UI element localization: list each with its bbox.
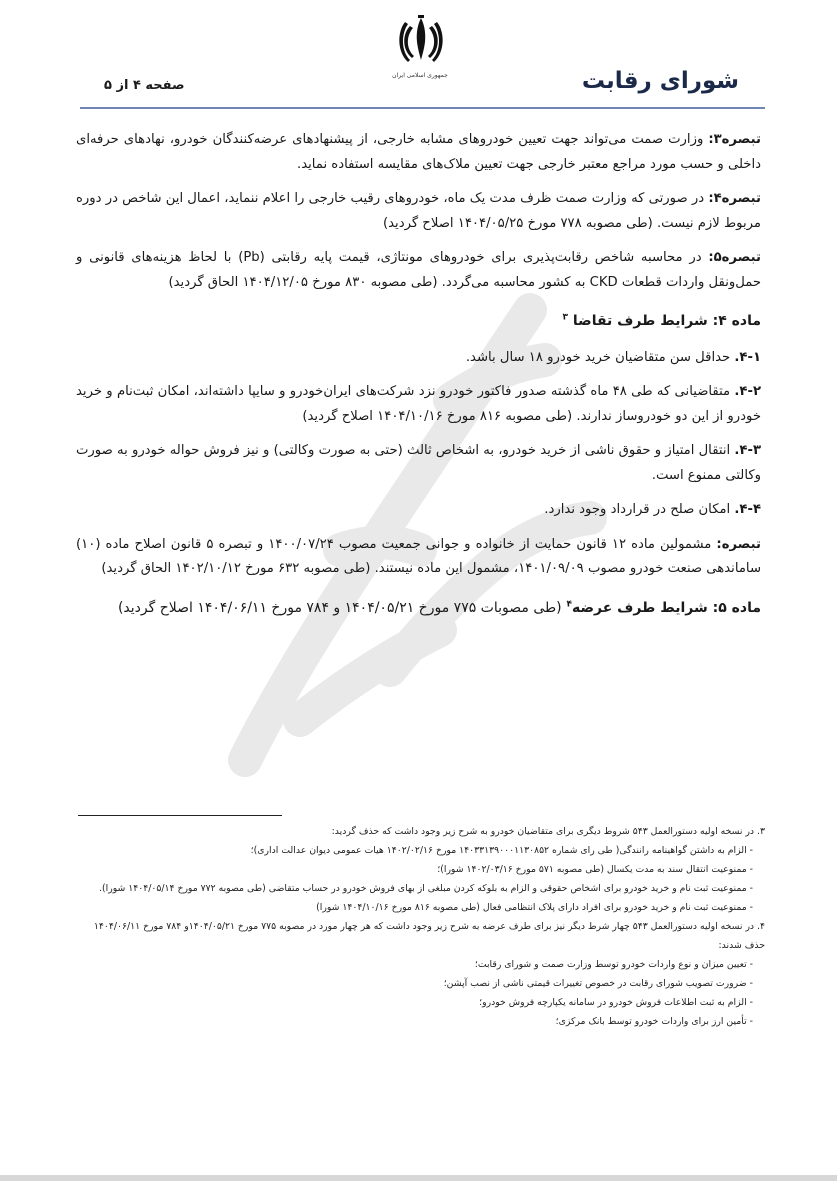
footnote-3-item: - ممنوعیت ثبت نام و خرید خودرو برای اشخاص حقوقی و الزام به بلوکه کردن مبلغی از بهای فروش خودرو در حساب متقاضی (طی مصوبه ۷۷۲ مورخ ۱۴۰۴/۰۵/۱۴ شورا). xyxy=(99,883,753,894)
article-5-heading xyxy=(76,596,761,621)
clause-4-2-text: متقاضیانی که طی ۴۸ ماه گذشته صدور فاکتور خودرو نزد شرکت‌های ایران‌خودرو و سایپا داشته‌اند، امکان ثبت‌نام و خرید خودرو از این دو خودروساز ندارند. (طی مصوبه ۸۱۶ مورخ ۱۴۰۴/۱۰/۱۶ اصلاح گردید) xyxy=(76,384,761,424)
article-5-title: ماده ۵: شرایط طرف عرضه xyxy=(572,599,761,616)
note-5-label: تبصره۵: xyxy=(708,250,761,265)
clause-4-1 xyxy=(76,346,761,371)
footnote-4-item: - تعیین میزان و نوع واردات خودرو توسط وزارت صمت و شورای رقابت؛ xyxy=(474,959,753,970)
footnote-4-item: - ضرورت تصویب شورای رقابت در خصوص تغییرات قیمتی ناشی از نصب آپشن؛ xyxy=(443,978,753,989)
note-4 xyxy=(76,187,761,236)
note-3-text: وزارت صمت می‌تواند جهت تعیین خودروهای مشابه خارجی، از پیشنهادهای عرضه‌کنندگان خودرو، نهادهای حرفه‌ای داخلی و حسب مورد مراجع معتبر خارجی جهت تعیین ملاک‌های مقایسه استفاده نماید. xyxy=(76,132,761,172)
header-title: شورای رقابت xyxy=(581,68,739,94)
footnote-3-item: - ممنوعیت ثبت نام و خرید خودرو برای افراد دارای پلاک انتظامی فعال (طی مصوبه ۸۱۶ مورخ ۱۴۰۴/۱۰/۱۶ شورا) xyxy=(316,902,753,913)
emblem-caption: جمهوری اسلامی ایران xyxy=(392,72,448,79)
article-4-note xyxy=(76,533,761,582)
footnote-divider xyxy=(78,815,282,816)
clause-4-3-text: انتقال امتیاز و حقوق ناشی از خرید خودرو، به اشخاص ثالث (حتی به صورت وکالتی) و نیز فروش حواله خودرو به صورت وکالتی ممنوع است. xyxy=(76,443,761,483)
clause-4-2 xyxy=(76,380,761,429)
article-4-heading xyxy=(76,309,761,334)
clause-4-3-label: ۴-۳. xyxy=(734,443,761,458)
clause-4-4-label: ۴-۴. xyxy=(734,502,761,517)
clause-4-4 xyxy=(76,498,761,523)
footnote-ref-4[interactable]: ۴ xyxy=(566,598,572,609)
note-5 xyxy=(76,246,761,295)
clause-4-3 xyxy=(76,439,761,488)
header-divider xyxy=(80,107,765,109)
document-body xyxy=(76,128,761,632)
footnote-3-item: - الزام به داشتن گواهینامه رانندگی( طی رای شماره ۱۴۰۳۳۱۳۹۰۰۰۱۱۳۰۸۵۲ مورخ ۱۴۰۲/۰۲/۱۶ هیات عمومی دیوان عدالت اداری)؛ xyxy=(250,845,753,856)
viewer-bottom-bar xyxy=(0,1175,837,1181)
note-3-label: تبصره۳: xyxy=(708,132,761,147)
note-5-text: در محاسبه شاخص رقابت‌پذیری برای خودروهای مونتاژی، قیمت پایه رقابتی (Pb) با لحاظ هزینه‌های قانونی و حمل‌ونقل واردات قطعات CKD به کشور محاسبه می‌گردد. (طی مصوبه ۸۳۰ مورخ ۱۴۰۴/۱۲/۰۵ الحاق گردید) xyxy=(76,250,761,290)
iran-emblem-icon xyxy=(396,14,446,66)
footnote-3-intro: ۳. در نسخه اولیه دستورالعمل ۵۴۳ شروط دیگری برای متقاضیان خودرو به شرح زیر وجود داشت که حذف گردید: xyxy=(331,826,765,837)
footnote-4-item: - تأمین ارز برای واردات خودرو توسط بانک مرکزی؛ xyxy=(555,1016,753,1027)
footnote-4-intro: ۴. در نسخه اولیه دستورالعمل ۵۴۳ چهار شرط دیگر نیز برای طرف عرضه به شرح زیر وجود داشت که هر چهار مورد در مصوبه ۷۷۵ مورخ ۱۴۰۴/۰۵/۲۱و ۷۸۴ مورخ ۱۴۰۴/۰۶/۱۱ حذف شدند: xyxy=(93,921,765,951)
footnote-4-item: - الزام به ثبت اطلاعات فروش خودرو در سامانه یکپارچه فروش خودرو؛ xyxy=(479,997,753,1008)
article-4-note-text: مشمولین ماده ۱۲ قانون حمایت از خانواده و جوانی جمعیت مصوب ۱۴۰۰/۰۷/۲۴ و تبصره ۵ قانون اصلاح ماده (۱۰) ساماندهی صنعت خودرو مصوب ۱۴۰۱/۰۹/۰۹، مشمول این ماده نیستند. (طی مصوبه ۶۳۲ مورخ ۱۴۰۲/۱۰/۱۲ الحاق گردید) xyxy=(76,536,761,576)
clause-4-1-label: ۴-۱. xyxy=(734,349,761,365)
article-5-amendment: (طی مصوبات ۷۷۵ مورخ ۱۴۰۴/۰۵/۲۱ و ۷۸۴ مورخ ۱۴۰۴/۰۶/۱۱ اصلاح گردید) xyxy=(117,599,562,616)
clause-4-4-text: امکان صلح در قرارداد وجود ندارد. xyxy=(544,502,735,517)
footnote-3-item: - ممنوعیت انتقال سند به مدت یکسال (طی مصوبه ۵۷۱ مورخ ۱۴۰۲/۰۳/۱۶ شورا)؛ xyxy=(437,864,753,875)
clause-4-2-label: ۴-۲. xyxy=(734,384,761,399)
article-4-note-label: تبصره: xyxy=(716,536,762,552)
page-number: صفحه ۴ از ۵ xyxy=(104,78,185,93)
article-4-title: ماده ۴: شرایط طرف تقاضا xyxy=(572,313,761,329)
note-3 xyxy=(76,128,761,177)
clause-4-1-text: حداقل سن متقاضیان خرید خودرو ۱۸ سال باشد. xyxy=(465,349,735,365)
note-4-label: تبصره۴: xyxy=(708,191,761,206)
footnote-ref-3[interactable]: ۳ xyxy=(562,312,569,323)
note-4-text: در صورتی که وزارت صمت ظرف مدت یک ماه، خودروهای رقیب خارجی را اعلام ننماید، اعمال این شاخص در دوره مربوط لازم نیست. (طی مصوبه ۷۷۸ مورخ ۱۴۰۴/۰۵/۲۵ اصلاح گردید) xyxy=(76,191,761,231)
footnotes xyxy=(76,822,765,1031)
